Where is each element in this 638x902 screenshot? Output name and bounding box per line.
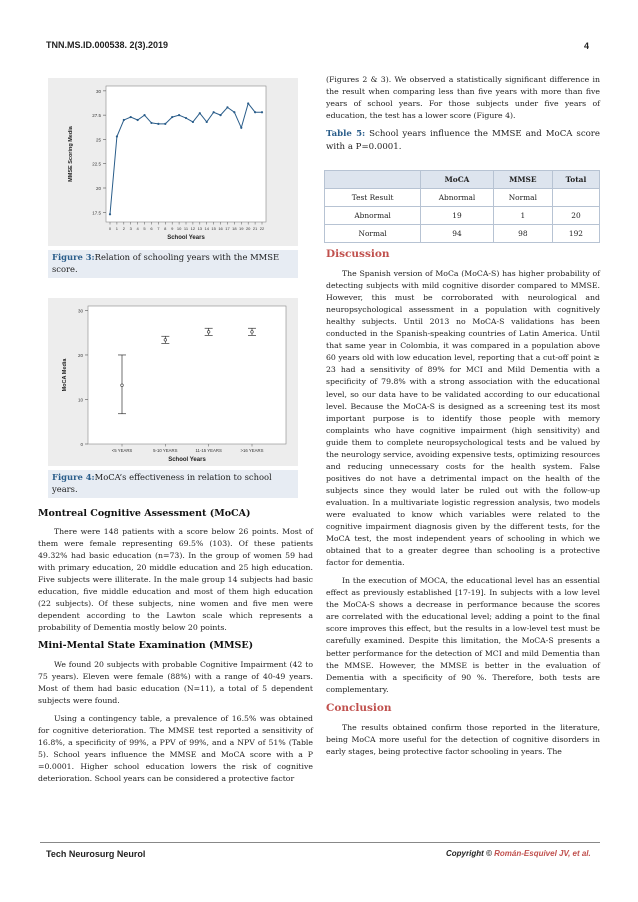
x-tick-label: 1 (115, 226, 119, 231)
mmse-data-point (185, 117, 187, 119)
figure-4-chart (48, 298, 298, 466)
x-tick-label: 8 (164, 226, 167, 231)
mmse-data-point (143, 114, 145, 116)
footer-journal: Tech Neurosurg Neurol (46, 849, 146, 859)
table-header-cell: MoCA (421, 171, 493, 189)
table-5-title-text: School years influence the MMSE and MoCA score with a P=0.0001. (326, 129, 601, 153)
figure-3-svg (48, 78, 298, 246)
mmse-data-point (213, 111, 215, 113)
mmse-data-point (192, 121, 194, 123)
x-tick-label: 12 (190, 226, 196, 231)
paragraph-discussion-2: In the execution of MOCA, the educational level has an essential effect as previously established [17-19]. In subjects with a low level the MoCA-S shows a decrease in performance because the scores are correlated with the educational level; adding a point to the final score improves this effect, but the results in a low-level test must be carefully examined. Despite this limitation, the MoCA-S presents a better performance for the detection of MCI and mild Dementia than the MMSE. However, the MMSE is better in the evaluation of Dementia with a specificity of 90 %. Therefore, both tests are complementary. (326, 576, 600, 694)
y-axis-label: MoCA Media (62, 358, 68, 392)
x-tick-label: 21 (252, 226, 258, 231)
running-header: TNN.MS.ID.000538. 2(3).2019 (46, 40, 169, 50)
table-cell: Abnormal (325, 207, 421, 225)
table-cell: 98 (493, 225, 552, 243)
table-cell: 1 (493, 207, 552, 225)
x-tick-label: 16 (218, 226, 223, 231)
section-title-mmse: Mini-Mental State Examination (MMSE) (38, 640, 254, 652)
figure-3-caption (48, 250, 298, 278)
table-header-cell (325, 171, 421, 189)
table-row (325, 189, 600, 207)
page-number: 4 (584, 41, 590, 51)
table-cell: 94 (421, 225, 493, 243)
section-title-conclusion: Conclusion (326, 701, 392, 714)
x-tick-label: 22 (259, 226, 265, 231)
table-cell: 20 (552, 207, 599, 225)
x-tick-label: 5 (143, 226, 146, 231)
copyright-authors: Román-Esquivel JV, et al. (494, 849, 591, 858)
footer-copyright (446, 849, 591, 858)
x-tick-label: 3 (129, 226, 132, 231)
mean-point (207, 331, 210, 334)
table-cell: Normal (493, 189, 552, 207)
x-tick-label: >16 YEARS (240, 448, 264, 453)
figure-3-caption-text: Relation of schooling years with the MMSE score. (52, 252, 280, 274)
plot-area (88, 306, 286, 444)
table-5-title (326, 128, 600, 154)
section-title-moca: Montreal Cognitive Assessment (MoCA) (38, 508, 251, 519)
y-tick-label: 22.5 (92, 161, 101, 167)
table-5 (324, 170, 600, 243)
mmse-data-point (199, 112, 201, 114)
mmse-data-point (109, 213, 111, 215)
paragraph-contingency: Using a contingency table, a prevalence of 16.5% was obtained for cognitive deterioration. The MMSE test reported a sensitivity of 16.8%, a specificity of 99%, a PPV of 99%, and a NPV of 51% (Table 5). School years influence the MMSE and MoCA score with a P =0.0001. Higher school education lowers the risk of cognitive deterioration. School years can be considered a protective factor (38, 713, 313, 783)
y-tick-label: 10 (77, 397, 83, 403)
y-tick-label: 20 (95, 186, 101, 191)
figure-3-chart (48, 78, 298, 246)
x-tick-label: 14 (204, 226, 209, 231)
plot-area (106, 86, 266, 222)
y-tick-label: 0 (80, 442, 83, 447)
right-column-lower (326, 244, 600, 764)
figure-4-svg (48, 298, 298, 466)
x-tick-label: 7 (157, 226, 160, 231)
table-cell: 192 (552, 225, 599, 243)
x-tick-label: 20 (245, 226, 251, 231)
table-cell: Abnormal (421, 189, 493, 207)
footer-divider (40, 842, 600, 843)
mmse-data-point (261, 111, 263, 113)
table-header-cell: MMSE (493, 171, 552, 189)
table-cell: 19 (421, 207, 493, 225)
table-row (325, 225, 600, 243)
x-tick-label: 15 (211, 226, 216, 231)
mmse-data-point (116, 135, 118, 137)
y-tick-label: 20 (77, 352, 83, 358)
mmse-data-point (206, 121, 208, 123)
table-header-row (325, 171, 600, 189)
x-tick-label: 2 (122, 226, 125, 231)
y-tick-label: 27.5 (92, 113, 101, 119)
mean-point (121, 384, 124, 387)
x-tick-label: 11 (183, 226, 189, 231)
x-tick-label: 9 (171, 226, 174, 231)
mmse-data-point (123, 119, 125, 121)
x-tick-label: 4 (136, 226, 139, 231)
x-tick-label: 6 (150, 226, 153, 231)
figure-4-caption (48, 470, 298, 498)
paragraph-mmse-results: We found 20 subjects with probable Cognitive Impairment (42 to 75 years). Eleven were female (88%) with a range of 40-49 years. Most of them had basic education (N=11), a total of 5 dependent subjects were found. (38, 659, 313, 705)
y-tick-label: 30 (95, 88, 101, 94)
paragraph-moca-results: There were 148 patients with a score below 26 points. Most of them were female representing 69.5% (103). Of these patients 49.32% had basic education (n=73). In the group of women 59 had with primary education, 20 middle education and 25 high education. Five subjects were illiterate. In the male group 14 subjects had basic education, five middle education and most of them high education (22 subjects). Of these subjects, nine women and five men were dependent according to the Lawton scale which represents a probability of Dementia mostly below 20 points. (38, 527, 313, 633)
mmse-data-point (150, 122, 152, 124)
x-tick-label: 5-10 YEARS (153, 448, 178, 453)
figure-4-caption-text: MoCA’s effectiveness in relation to school years. (52, 472, 272, 494)
y-tick-label: 30 (77, 308, 83, 314)
x-tick-label: 10 (176, 226, 182, 231)
mmse-data-point (240, 127, 242, 129)
x-tick-label: 18 (232, 226, 237, 231)
mmse-data-point (157, 123, 159, 125)
x-axis-label: School Years (167, 235, 205, 241)
copyright-prefix: Copyright © (446, 849, 492, 858)
mean-point (251, 331, 254, 334)
mmse-data-point (130, 116, 132, 118)
section-title-discussion: Discussion (326, 248, 390, 260)
mmse-data-point (219, 114, 221, 116)
x-tick-label: 17 (225, 226, 230, 231)
x-axis-label: School Years (168, 457, 206, 463)
paragraph-conclusion: The results obtained confirm those reported in the literature, being MoCA more useful for the detection of cognitive disorders in early stages, being protective factor schooling in years. The (326, 722, 600, 756)
table-row (325, 207, 600, 225)
mmse-data-point (137, 119, 139, 121)
mmse-data-point (247, 102, 249, 104)
x-tick-label: <5 YEARS (111, 448, 133, 453)
x-tick-label: 11-15 YEARS (195, 448, 222, 453)
figure-4-caption-label: Figure 4: (52, 472, 95, 482)
mmse-data-point (233, 111, 235, 113)
figure-3-caption-label: Figure 3: (52, 252, 95, 262)
x-tick-label: 19 (239, 226, 244, 231)
mmse-data-point (178, 114, 180, 116)
mmse-data-point (226, 106, 228, 108)
y-tick-label: 17.5 (92, 210, 101, 216)
left-column (38, 502, 313, 791)
paragraph-figures-ref: (Figures 2 & 3). We observed a statistically significant difference in the result when comparing less than five years with more than five years of school years. For those subjects under five years of education, the test has a lower score (Figure 4). (326, 75, 600, 121)
paragraph-discussion-1: The Spanish version of MoCa (MoCA-S) has higher probability of detecting subjects with mild cognitive disorder compared to MMSE. However, this must be corroborated with neurological and neuropsychological assessment in a population with cognitively healthy subjects. Until 2013 no MoCA-S validations has been conducted in the Spanish-speaking countries of Latin America. Until that same year in Colombia, it was compared in a population above 60 years old with low education level, reporting that a cut-off point ≥ 23 had a sensitivity of 89% for MCI and Mild Dementia with a specificity of 79.8% with a strong association with the educational level, so our data have to be validated according to our educational level. Because the MoCA-S is designed as a screening test its most important purpose is to identify those people with memory complaints who have cognitive impairment (high sensitivity) and guide them to complete neuropsychological tests and be valued by the neurology service, avoiding expensive tests, optimizing resources and reducing unnecessary costs for the health system. False positives do not have a detrimental impact on the health of the subjects since they would later be ruled out with the follow-up evaluation. In a multivariate logistic regression analysis, two models were evaluated to know which variables were related to the cognitive impairment diagnosis given by the different tests, for the MoCA test, the most independent years of schooling in which we obtained that to a greater degree than schooling is a protective factor for dementia. (326, 269, 600, 568)
y-axis-label: MMSE Scoring Media (68, 126, 74, 182)
x-tick-label: 13 (197, 226, 203, 231)
table-cell: Normal (325, 225, 421, 243)
table-5-label: Table 5: (326, 129, 366, 140)
mmse-data-point (164, 123, 166, 125)
table-cell (552, 189, 599, 207)
mean-point (164, 339, 167, 342)
table-header-cell: Total (552, 171, 599, 189)
mmse-data-point (171, 116, 173, 118)
table-cell: Test Result (325, 189, 421, 207)
right-column (326, 74, 600, 154)
x-tick-label: 0 (108, 226, 112, 231)
y-tick-label: 25 (95, 137, 101, 143)
mmse-data-point (254, 111, 256, 113)
